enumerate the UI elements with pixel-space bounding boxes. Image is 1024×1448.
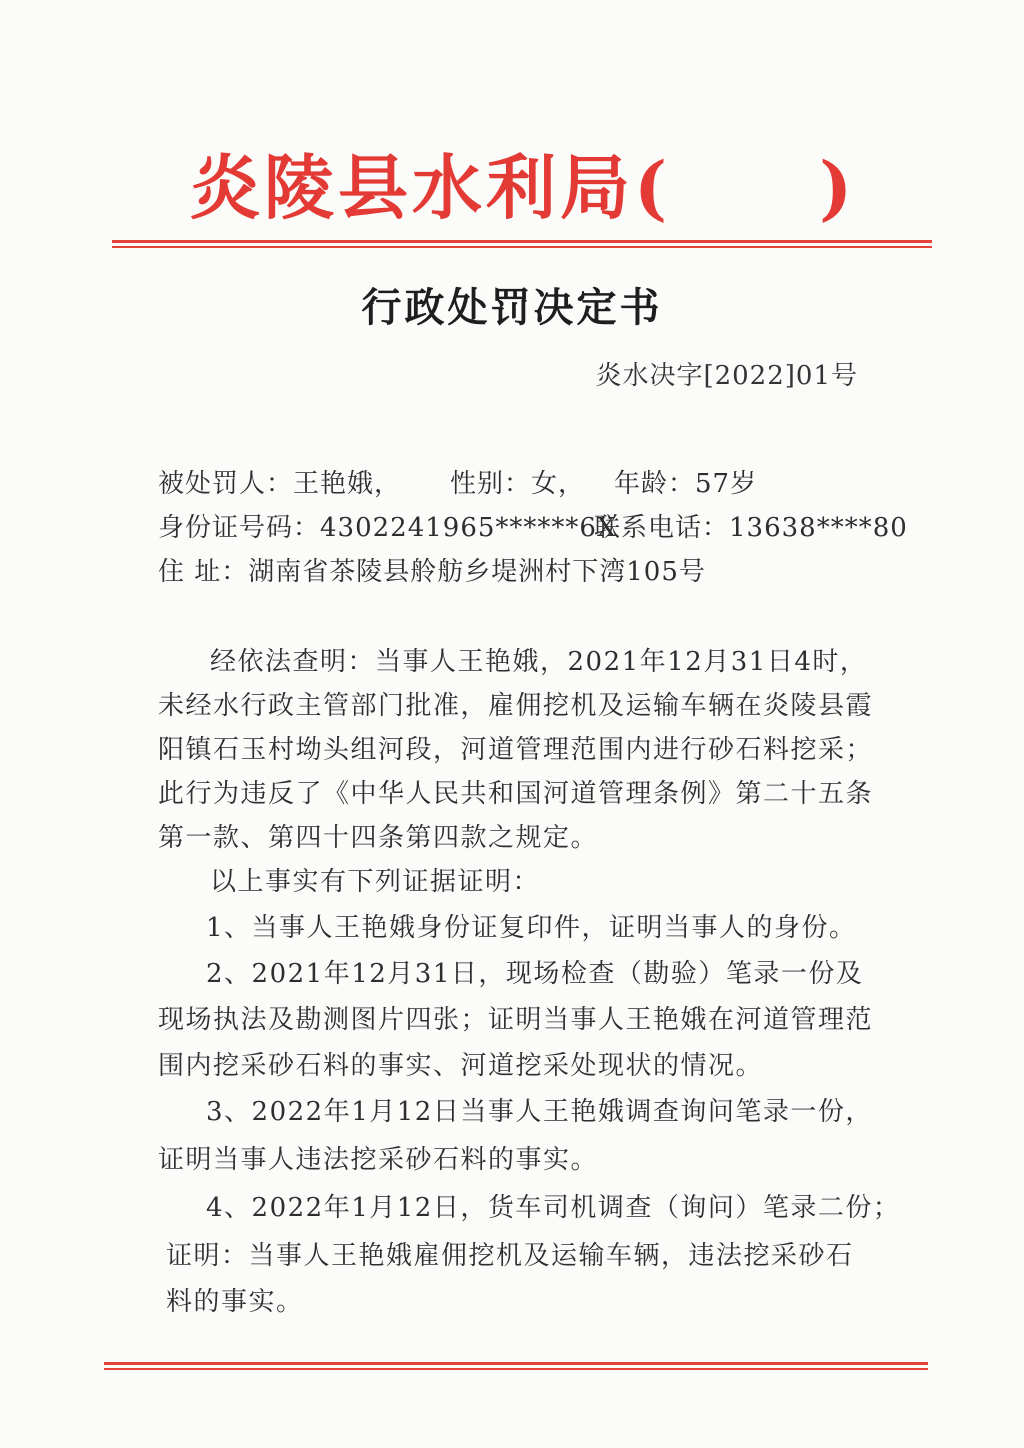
party-id-label: 身份证号码： xyxy=(158,513,321,543)
body-line: 1、当事人王艳娥身份证复印件，证明当事人的身份。 xyxy=(206,913,857,943)
party-phone: 13638****80 xyxy=(729,513,908,543)
document-title: 行政处罚决定书 xyxy=(361,284,663,331)
footer-red-rule-thin xyxy=(104,1368,928,1370)
body-line: 4、2022年1月12日，货车司机调查（询问）笔录二份； xyxy=(206,1193,901,1223)
body-line: 现场执法及勘测图片四张；证明当事人王艳娥在河道管理范 xyxy=(158,1005,874,1035)
body-line: 此行为违反了《中华人民共和国河道管理条例》第二十五条 xyxy=(158,779,874,809)
party-address: 湖南省茶陵县舲舫乡堤洲村下湾105号 xyxy=(248,557,706,587)
body-line: 经依法查明：当事人王艳娥，2021年12月31日4时， xyxy=(210,647,868,677)
agency-title: 炎陵县水利局( ) xyxy=(190,146,857,229)
party-name: 王艳娥， xyxy=(293,469,402,499)
body-line: 以上事实有下列证据证明： xyxy=(210,867,541,897)
party-gender-label: 性别： xyxy=(450,469,532,499)
header-red-rule-thin xyxy=(112,246,932,248)
party-age-label: 年龄： xyxy=(614,469,696,499)
body-line: 未经水行政主管部门批准，雇佣挖机及运输车辆在炎陵县霞 xyxy=(158,691,874,721)
body-line: 2、2021年12月31日，现场检查（勘验）笔录一份及 xyxy=(206,959,864,989)
header-red-rule xyxy=(112,240,932,243)
body-line: 围内挖采砂石料的事实、河道挖采处现状的情况。 xyxy=(158,1051,764,1081)
party-gender-line xyxy=(450,464,585,504)
document-number: 炎水决字[2022]01号 xyxy=(595,361,858,391)
body-line: 证明：当事人王艳娥雇佣挖机及运输车辆，违法挖采砂石 xyxy=(166,1241,854,1271)
body-line: 阳镇石玉村坳头组河段，河道管理范围内进行砂石料挖采； xyxy=(158,735,874,765)
party-id-number: 4302241965******6X xyxy=(320,513,617,543)
party-age: 57岁 xyxy=(695,469,758,499)
body-line: 第一款、第四十四条第四款之规定。 xyxy=(158,823,599,853)
party-name-line xyxy=(158,464,401,504)
party-address-line xyxy=(158,552,706,592)
body-line: 料的事实。 xyxy=(166,1287,304,1317)
party-gender: 女， xyxy=(531,469,586,499)
footer-red-rule xyxy=(104,1362,928,1365)
party-address-label: 住 址： xyxy=(158,557,249,587)
party-name-label: 被处罚人： xyxy=(158,469,294,499)
party-age-line xyxy=(614,464,757,504)
party-id-line xyxy=(158,508,617,548)
body-line: 证明当事人违法挖采砂石料的事实。 xyxy=(158,1145,599,1175)
party-phone-label: 联系电话： xyxy=(594,513,730,543)
party-phone-line xyxy=(594,508,908,548)
body-line: 3、2022年1月12日当事人王艳娥调查询问笔录一份， xyxy=(206,1097,873,1127)
